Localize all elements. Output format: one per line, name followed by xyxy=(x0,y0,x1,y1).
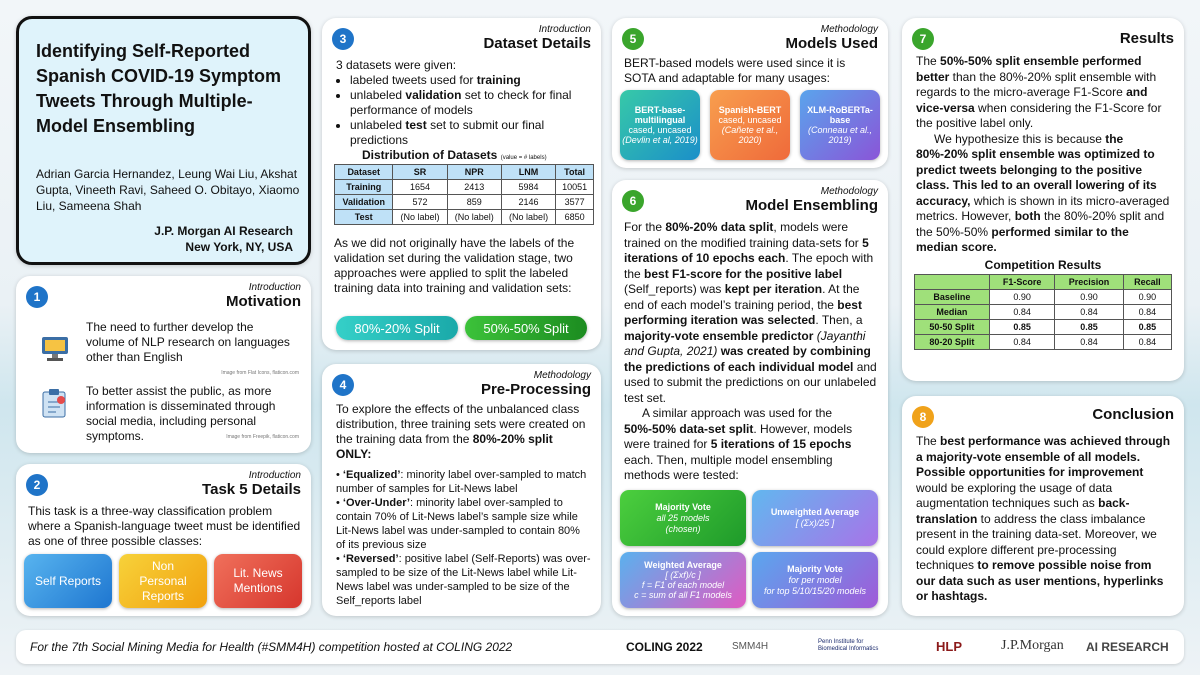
jpmorgan-logo: J.P.Morgan xyxy=(1001,638,1064,653)
coling-logo: COLING 2022 xyxy=(626,640,703,654)
prep-intro: To explore the effects of the unbalanced class distribution, three training sets were created on the training data from the 80%-20% split ONLY: xyxy=(336,402,586,461)
table-title: Distribution of Datasets (value = # labels) xyxy=(362,148,547,162)
section-number: 7 xyxy=(912,28,934,50)
list-item: • labeled tweets used for training xyxy=(350,73,590,88)
section-number: 4 xyxy=(332,374,354,396)
dataset-after: As we did not originally have the labels of the validation set during the validation stage, two approaches were applied to split the labeled training data into training and validation sets: xyxy=(334,236,575,295)
section-title: Models Used xyxy=(785,35,878,52)
org: J.P. Morgan AI Research xyxy=(154,224,293,238)
section-number: 1 xyxy=(26,286,48,308)
ensembling-panel xyxy=(612,180,888,616)
split-80-20: 80%-20% Split xyxy=(336,316,458,340)
preprocessing-panel xyxy=(322,364,601,616)
class-lit-news: Lit. News Mentions xyxy=(214,554,302,608)
models-panel xyxy=(612,18,888,168)
list-item: • ‘Equalized’: minority label over-sampled to match number of samples for Lit-News label xyxy=(336,469,587,495)
table-row: 80-20 Split 0.84 0.84 0.84 xyxy=(915,335,1172,350)
model-mbert: BERT-base-multilingual cased, uncased (Devlin et al, 2019) xyxy=(620,90,700,160)
image-credit: Image from Flat Icons, flaticon.com xyxy=(221,370,299,376)
task-text: This task is a three-way classification problem where a Spanish-language tweet must be identified as one of three possible classes: xyxy=(28,504,301,548)
smm4h-logo: SMM4H xyxy=(732,641,769,652)
section-number: 8 xyxy=(912,406,934,428)
dataset-intro: 3 datasets were given: xyxy=(336,58,457,72)
motivation-text-1: The need to further develop the volume of NLP research on languages other than English xyxy=(86,320,290,364)
table-row: Baseline 0.90 0.90 0.90 xyxy=(915,290,1172,305)
section-title: Pre-Processing xyxy=(480,381,591,398)
table-row: Median 0.84 0.84 0.84 xyxy=(915,305,1172,320)
list-item: • unlabeled test set to submit our final predictions xyxy=(350,118,590,148)
section-label: Introduction xyxy=(248,470,301,481)
list-item: • ‘Over-Under’: minority label over-sampled to contain 70% of Lit-News label’s sample size while Lit-News label was under-sampled to contain 80% of its previous size xyxy=(336,497,580,551)
list-item: • unlabeled validation set to check for final performance of models xyxy=(350,88,590,118)
clipboard-icon xyxy=(40,388,68,418)
section-number: 6 xyxy=(622,190,644,212)
authors: Adrian Garcia Hernandez, Leung Wai Liu, Akshat Gupta, Vineeth Ravi, Saheed O. Obitayo, Xiaomo Liu, Sameena Shah xyxy=(36,167,300,213)
method-majority-vote: Majority Vote all 25 models (chosen) xyxy=(620,490,746,546)
section-number: 5 xyxy=(622,28,644,50)
section-title: Task 5 Details xyxy=(202,481,301,498)
results-panel xyxy=(902,18,1184,381)
method-majority-vote-top: Majority Vote for per model for top 5/10/15/20 models xyxy=(752,552,878,608)
section-label: Methodology xyxy=(820,24,878,35)
section-label: Introduction xyxy=(538,24,591,35)
conclusion-panel xyxy=(902,396,1184,616)
ai-research-logo: AI RESEARCH xyxy=(1086,640,1169,654)
ensemble-text: For the 80%-20% data split, models were trained on the modified training data-sets for 5 iterations of 10 epochs each. The epoch with the best F1-score for the positive label (Self_reports) was kept per iteration. At the end of each model’s training period, the best performing iteration was selected. Then, a majority-vote ensemble predictor (Jayanthi and Gupta, 2021) was created by combining the predictions of each individual model and used to submit the predictions on our unlabeled test set. A similar approach was used for the 50%-50% data-set split. However, models were trained for 5 iterations of 15 epochs each. Then, multiple model ensembling methods were tested: xyxy=(624,220,877,482)
class-non-personal: Non Personal Reports xyxy=(119,554,207,608)
computer-icon xyxy=(40,334,70,362)
section-title: Model Ensembling xyxy=(745,197,878,214)
method-weighted-average: Weighted Average [ (Σxf)/c ] f = F1 of each model c = sum of all F1 models xyxy=(620,552,746,608)
poster-title: Identifying Self-Reported Spanish COVID-19 Symptom Tweets Through Multiple-Model Ensembling xyxy=(36,41,282,136)
section-label: Methodology xyxy=(820,186,878,197)
location: New York, NY, USA xyxy=(185,240,293,254)
title-panel xyxy=(16,16,311,265)
list-item: • ‘Reversed’: positive label (Self-Reports) was over-sampled to be size of the Lit-News label while Lit-News label was under-sampled to be size of the Self_reports label xyxy=(336,553,591,607)
hlp-logo: HLP xyxy=(936,639,962,654)
task-panel xyxy=(16,464,311,616)
results-text: The 50%-50% split ensemble performed better than the 80%-20% split ensemble with regards to the micro-average F1-Score and vice-versa when considering the F1-Score for the positive label only. We hypothesize this is because the 80%-20% split ensemble was optimized to predict tweets belonging to the positive class. This led to an overall lowering of its accuracy, which is shown in its micro-averaged metrics. However, both the 80%-20% split and the 50%-50% performed similar to the median score. xyxy=(916,54,1170,254)
footer-bar xyxy=(16,630,1184,664)
penn-logo: Penn Institute for Biomedical Informatics xyxy=(818,639,879,652)
model-spanish-bert: Spanish-BERT cased, uncased (Cañete et al., 2020) xyxy=(710,90,790,160)
dataset-panel xyxy=(322,18,601,350)
results-table-title: Competition Results xyxy=(984,258,1102,272)
table-row: Training 1654 2413 5984 10051 xyxy=(335,180,594,195)
section-number: 3 xyxy=(332,28,354,50)
model-xlm-roberta: XLM-RoBERTa-base (Conneau et al., 2019) xyxy=(800,90,880,160)
section-title: Conclusion xyxy=(1092,406,1174,423)
results-table: F1-Score Precision Recall Baseline 0.90 0.90 0.90 Median 0.84 0.84 0.84 50-50 Split 0.85 0.85 0.85 80-20 Split 0.84 0.84 0.84 xyxy=(914,274,1172,350)
section-label: Introduction xyxy=(248,282,301,293)
conclusion-text: The best performance was achieved through a majority-vote ensemble of all models. Possible opportunities for improvement would be exploring the usage of data augmentation techniques such as back-translation to address the class imbalance present in the training data-set. Moreover, we could explore different pre-processing techniques to remove possible noise from our data such as user mentions, hyperlinks or hashtags. xyxy=(916,434,1171,603)
motivation-text-2: To better assist the public, as more information is disseminated through social media, including personal symptoms. xyxy=(86,384,276,443)
image-credit: Image from Freepik, flaticon.com xyxy=(226,434,299,440)
models-text: BERT-based models were used since it is SOTA and adaptable for many usages: xyxy=(624,56,846,85)
section-title: Results xyxy=(1119,30,1174,47)
section-number: 2 xyxy=(26,474,48,496)
section-title: Dataset Details xyxy=(483,35,591,52)
section-label: Methodology xyxy=(533,370,591,381)
table-row: Validation 572 859 2146 3577 xyxy=(335,195,594,210)
class-self-reports: Self Reports xyxy=(24,554,112,608)
section-title: Motivation xyxy=(226,293,301,310)
prep-list xyxy=(336,468,591,608)
dataset-table: Dataset SR NPR LNM Total Training 1654 2413 5984 10051 Validation 572 859 2146 3577 Test (No label) (No label) (No label) 6850 xyxy=(334,164,594,225)
motivation-panel xyxy=(16,276,311,453)
table-row: Test (No label) (No label) (No label) 6850 xyxy=(335,210,594,225)
method-unweighted-average: Unweighted Average [ (Σx)/25 ] xyxy=(752,490,878,546)
footer-text: For the 7th Social Mining Media for Health (#SMM4H) competition hosted at COLING 2022 xyxy=(30,640,513,654)
dataset-list xyxy=(350,73,590,148)
split-50-50: 50%-50% Split xyxy=(465,316,587,340)
table-row: 50-50 Split 0.85 0.85 0.85 xyxy=(915,320,1172,335)
